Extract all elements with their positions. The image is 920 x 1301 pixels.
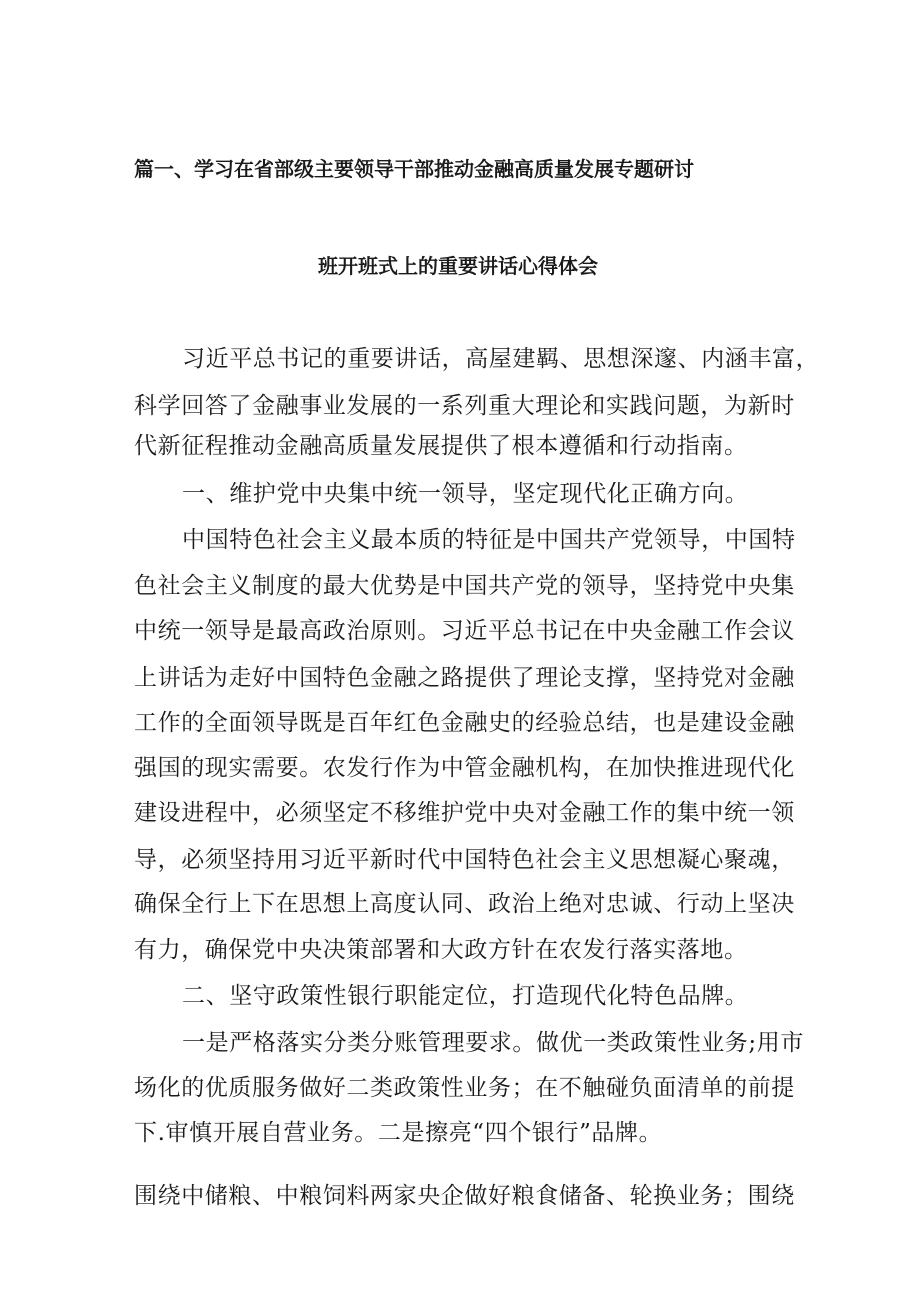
body-line-7: 中统一领导是最高政治原则。习近平总书记在中央金融工作会议 — [134, 618, 795, 644]
body-line-1: 习近平总书记的重要讲话，高屋建羁、思想深邃、内涵丰富， — [182, 346, 820, 372]
body-line-2: 科学回答了金融事业发展的一系列重大理论和实践问题，为新时 — [134, 393, 795, 419]
body-line-16: 一是严格落实分类分账管理要求。做优一类政策性业务;用市 — [182, 1030, 804, 1056]
body-line-13: 确保全行上下在思想上高度认同、政治上绝对忠诚、行动上坚决 — [134, 891, 795, 917]
body-line-6: 色社会主义制度的最大优势是中国共产党的领导，坚持党中央集 — [134, 573, 795, 599]
body-line-11: 建设进程中，必须坚定不移维护党中央对金融工作的集中统一领 — [134, 800, 795, 826]
body-line-12: 导，必须坚持用习近平新时代中国特色社会主义思想凝心聚魂， — [134, 847, 795, 873]
body-line-10: 强国的现实需要。农发行作为中管金融机构，在加快推进现代化 — [134, 755, 795, 781]
body-line-5: 中国特色社会主义最本质的特征是中国共产党领导，中国特 — [182, 527, 796, 553]
document-title-line-2: 班开班式上的重要讲话心得体会 — [318, 254, 598, 278]
section-heading-2: 二、坚守政策性银行职能定位，打造现代化特色品牌。 — [182, 983, 749, 1009]
body-line-9: 工作的全面领导既是百年红色金融史的经验总结，也是建设金融 — [134, 710, 795, 736]
body-line-8: 上讲话为走好中国特色金融之路提供了理论支撑，坚持党对金融 — [134, 665, 795, 691]
body-line-18: 下.审慎开展自营业务。二是擦亮“四个银行”品牌。 — [134, 1120, 663, 1146]
document-title-line-1: 篇一、学习在省部级主要领导干部推动金融高质量发展专题研讨 — [134, 157, 694, 181]
body-line-14: 有力，确保党中央决策部署和大政方针在农发行落实落地。 — [134, 937, 748, 963]
section-heading-1: 一、维护党中央集中统一领导，坚定现代化正确方向。 — [182, 481, 749, 507]
body-line-19: 围绕中储粮、中粮饲料两家央企做好粮食储备、轮换业务；围绕 — [134, 1183, 795, 1209]
body-line-3: 代新征程推动金融高质量发展提供了根本遵循和行动指南。 — [134, 433, 748, 459]
body-line-17: 场化的优质服务做好二类政策性业务；在不触碰负面清单的前提 — [134, 1075, 795, 1101]
